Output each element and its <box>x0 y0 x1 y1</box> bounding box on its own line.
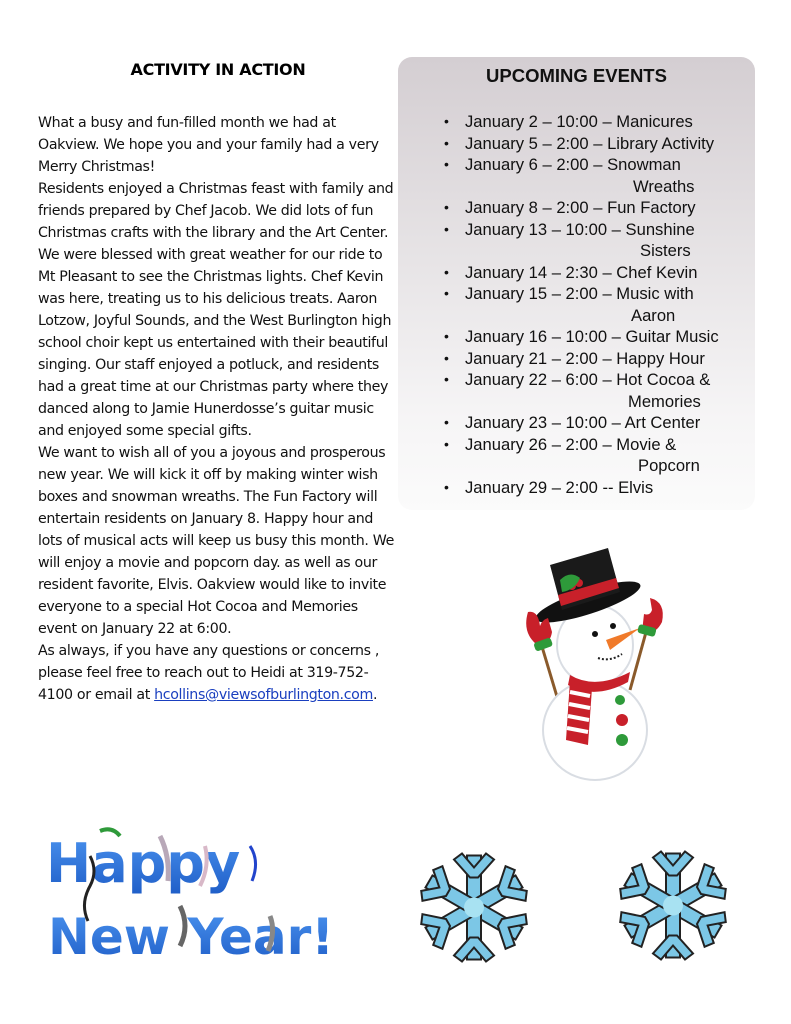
snowman-button <box>616 734 628 746</box>
activity-paragraph: We want to wish all of you a joyous and prosperous new year. We will kick it off by making winter wish boxes and snowman wreaths. The Fun Factory will entertain residents on January 8. Happy hour and lots of musical acts will keep us busy this month. We will enjoy a movie and popcorn day. as well as our resident favorite, Elvis. Oakview would like to invite everyone to a special Hot Cocoa and Memories event on January 22 at 6:00. <box>38 445 394 637</box>
event-item <box>444 369 755 412</box>
event-text: January 22 – 6:00 – Hot Cocoa & <box>465 370 711 389</box>
event-text-continued: Wreaths <box>633 176 695 196</box>
event-item <box>444 133 755 155</box>
bullet-icon: • <box>444 285 449 301</box>
events-title: UPCOMING EVENTS <box>486 65 667 86</box>
event-item <box>444 197 755 219</box>
bullet-icon: • <box>444 113 449 129</box>
email-link[interactable]: hcollins@viewsofburlington.com <box>154 687 373 703</box>
event-item <box>444 477 755 499</box>
bullet-icon: • <box>444 263 449 280</box>
contact-paragraph <box>38 640 398 706</box>
event-item <box>444 434 755 477</box>
event-text: January 16 – 10:00 – Guitar Music <box>465 327 719 346</box>
bullet-icon: • <box>444 435 449 452</box>
event-text-continued: Sisters <box>640 241 691 260</box>
event-item <box>444 219 755 262</box>
event-text: January 8 – 2:00 – Fun Factory <box>465 198 696 217</box>
event-item <box>444 262 755 284</box>
email-trailing: . <box>372 687 378 703</box>
activity-body <box>38 112 398 706</box>
event-item <box>444 412 755 434</box>
event-text: January 6 – 2:00 – Snowman <box>465 155 681 174</box>
snowman-image <box>500 540 685 785</box>
bullet-icon: • <box>444 199 449 215</box>
activity-paragraph: What a busy and fun-filled month we had at Oakview. We hope you and your family had a very Merry Christmas! <box>38 115 379 175</box>
event-text: January 26 – 2:00 – Movie & <box>465 434 677 454</box>
snowflake-icon <box>603 843 743 968</box>
bullet-icon: • <box>444 134 449 151</box>
activity-paragraph: Residents enjoyed a Christmas feast with family and friends prepared by Chef Jacob. We did lots of fun Christmas crafts with the library and the Art Center. We were blessed with great weather for our ride to Mt Pleasant to see the Christmas lights. Chef Kevin was here, treating us to his delicious treats. Aaron Lotzow, Joyful Sounds, and the West Burlington high school choir kept us entertained with their beautiful singing. Our staff enjoyed a potluck, and residents had a great time at our Christmas party where they danced along to Jamie Hunerdosse’s guitar music and enjoyed some special gifts. <box>38 181 394 439</box>
event-text-continued: Memories <box>628 391 701 411</box>
event-text: January 13 – 10:00 – Sunshine <box>465 219 695 239</box>
event-text: January 2 – 10:00 – Manicures <box>465 112 693 131</box>
bullet-icon: • <box>444 478 449 495</box>
bullet-icon: • <box>444 371 449 387</box>
event-item <box>444 154 755 197</box>
bullet-icon: • <box>444 220 449 237</box>
snowman-button <box>616 714 628 726</box>
happy-new-year-image <box>40 826 335 966</box>
bullet-icon: • <box>444 414 449 430</box>
event-item <box>444 283 755 326</box>
event-text: January 5 – 2:00 – Library Activity <box>465 133 715 153</box>
snowman-eye <box>610 623 616 629</box>
bullet-icon: • <box>444 349 449 366</box>
events-list <box>398 111 755 498</box>
event-item <box>444 348 755 370</box>
event-item <box>444 326 755 348</box>
snowman-eye <box>592 631 598 637</box>
event-item <box>444 111 755 133</box>
snowman-body <box>543 680 647 780</box>
snowflake-icon <box>404 845 544 970</box>
upcoming-events-box <box>398 57 755 510</box>
contact-text: As always, if you have any questions or concerns , please feel free to reach out to Heidi at 319-752-4100 or email at <box>38 643 379 703</box>
event-text: January 15 – 2:00 – Music with <box>465 284 694 303</box>
event-text-continued: Aaron <box>631 305 676 325</box>
activity-title: ACTIVITY IN ACTION <box>130 60 306 79</box>
hny-line2: New Year! <box>48 908 335 966</box>
hny-line1: Happy <box>46 832 241 895</box>
activity-section <box>38 58 398 706</box>
event-text-continued: Popcorn <box>638 456 700 475</box>
event-text: January 21 – 2:00 – Happy Hour <box>465 348 705 368</box>
bullet-icon: • <box>444 156 449 172</box>
event-text: January 23 – 10:00 – Art Center <box>465 413 701 432</box>
bullet-icon: • <box>444 328 449 344</box>
event-text: January 29 – 2:00 -- Elvis <box>465 477 654 497</box>
event-text: January 14 – 2:30 – Chef Kevin <box>465 262 698 282</box>
